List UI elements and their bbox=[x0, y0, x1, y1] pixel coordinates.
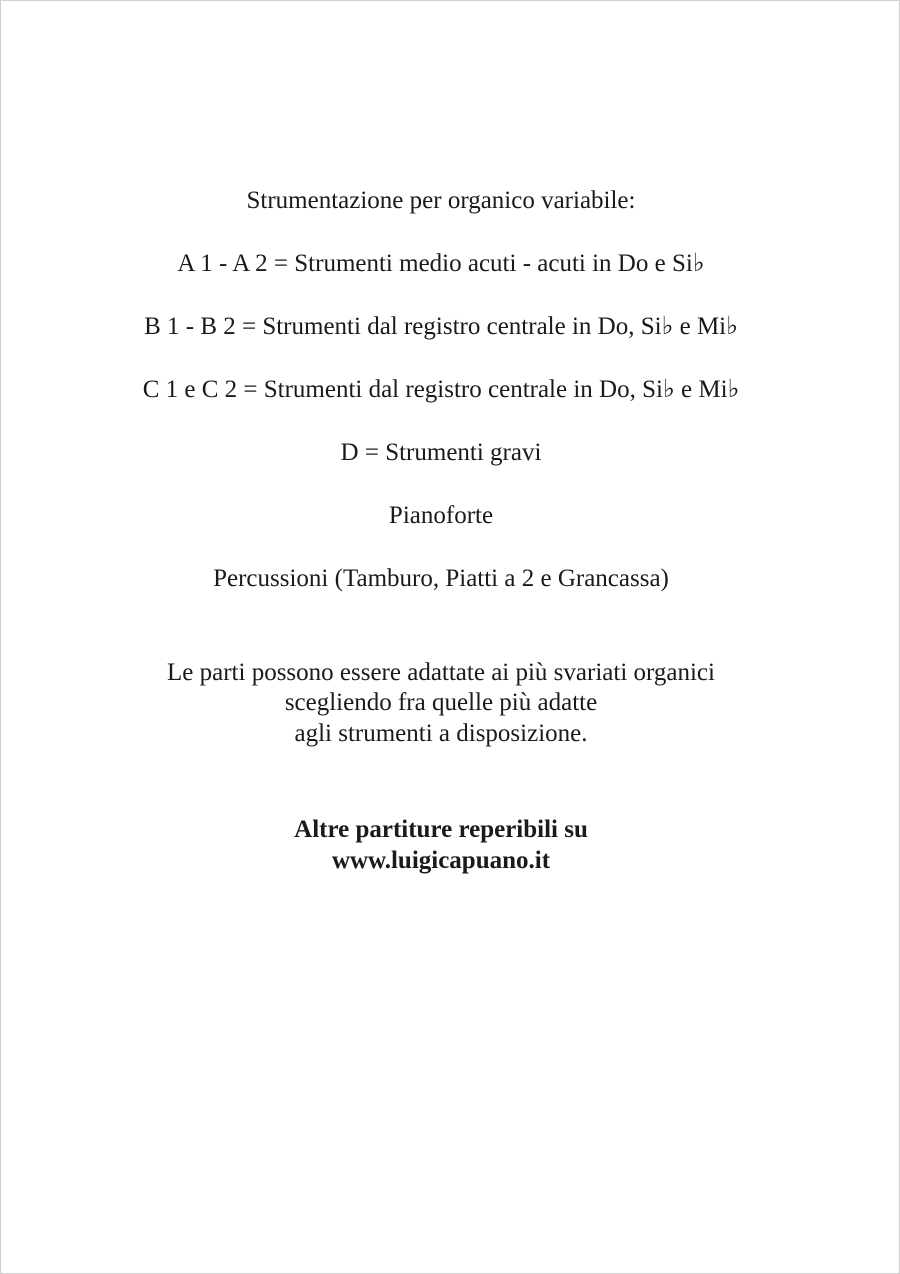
instrument-line-d: D = Strumenti gravi bbox=[340, 439, 542, 466]
adaptation-note-line-3: agli strumenti a disposizione. bbox=[294, 720, 588, 747]
instrument-line-c: C 1 e C 2 = Strumenti dal registro centrale in Do, Si♭ e Mi♭ bbox=[142, 376, 740, 403]
adaptation-note-line-1: Le parti possono essere adattate ai più svariati organici bbox=[167, 659, 715, 686]
website-link[interactable]: www.luigicapuano.it bbox=[331, 847, 551, 874]
instrument-line-b: B 1 - B 2 = Strumenti dal registro centrale in Do, Si♭ e Mi♭ bbox=[144, 313, 738, 340]
instrument-line-percussion: Percussioni (Tamburo, Piatti a 2 e Grancassa) bbox=[213, 565, 669, 592]
footer-line-1: Altre partiture reperibili su bbox=[294, 816, 588, 843]
instrumentation-heading: Strumentazione per organico variabile: bbox=[246, 187, 636, 214]
adaptation-note-line-2: scegliendo fra quelle più adatte bbox=[284, 689, 598, 716]
instrument-line-piano: Pianoforte bbox=[388, 502, 494, 529]
instrument-line-a: A 1 - A 2 = Strumenti medio acuti - acuti in Do e Si♭ bbox=[177, 250, 705, 277]
